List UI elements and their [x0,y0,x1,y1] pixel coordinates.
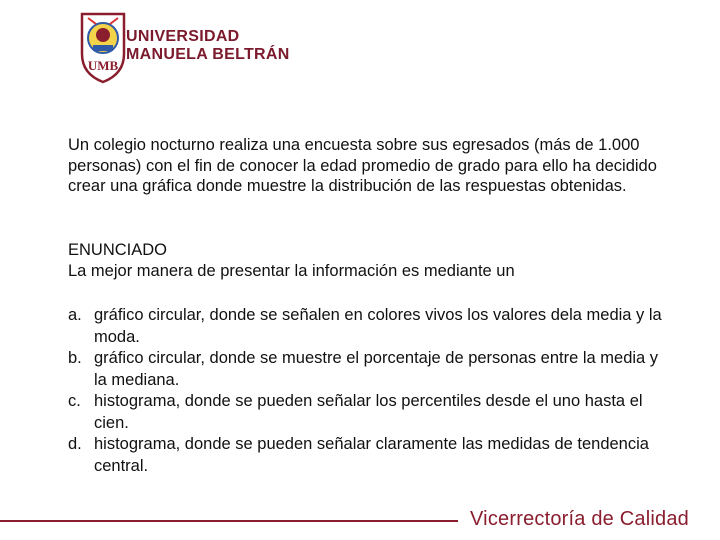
option-text: histograma, donde se pueden señalar claramente las medidas de tendencia central. [94,435,649,475]
university-seal-icon [78,8,128,84]
option-b[interactable] [68,348,668,391]
question-lead: La mejor manera de presentar la información es mediante un [68,262,515,280]
option-d[interactable] [68,434,668,477]
option-letter: c. [68,392,81,410]
option-letter: b. [68,349,82,367]
logo-line-2: MANUELA BELTRÁN [126,46,290,63]
option-text: histograma, donde se pueden señalar los percentiles desde el uno hasta el cien. [94,392,643,432]
footer-divider [0,520,458,522]
option-letter: d. [68,435,82,453]
option-c[interactable] [68,391,668,434]
option-a[interactable] [68,305,668,348]
seal-text: UMB [87,58,119,73]
question-heading: ENUNCIADO [68,241,168,259]
option-text: gráfico circular, donde se señalen en colores vivos los valores dela media y la moda. [94,306,662,346]
university-logo [78,8,328,88]
option-letter: a. [68,306,82,324]
answer-options [68,305,668,477]
footer-title: Vicerrectoría de Calidad [470,508,689,530]
question-intro: Un colegio nocturno realiza una encuesta sobre sus egresados (más de 1.000 personas) con el fin de conocer la edad promedio de grado para ello ha decidido crear una gráfica donde muestre la distribución de las respuestas obtenidas. [68,136,657,195]
logo-line-1: UNIVERSIDAD [126,28,240,45]
option-text: gráfico circular, donde se muestre el porcentaje de personas entre la media y la mediana. [94,349,659,389]
